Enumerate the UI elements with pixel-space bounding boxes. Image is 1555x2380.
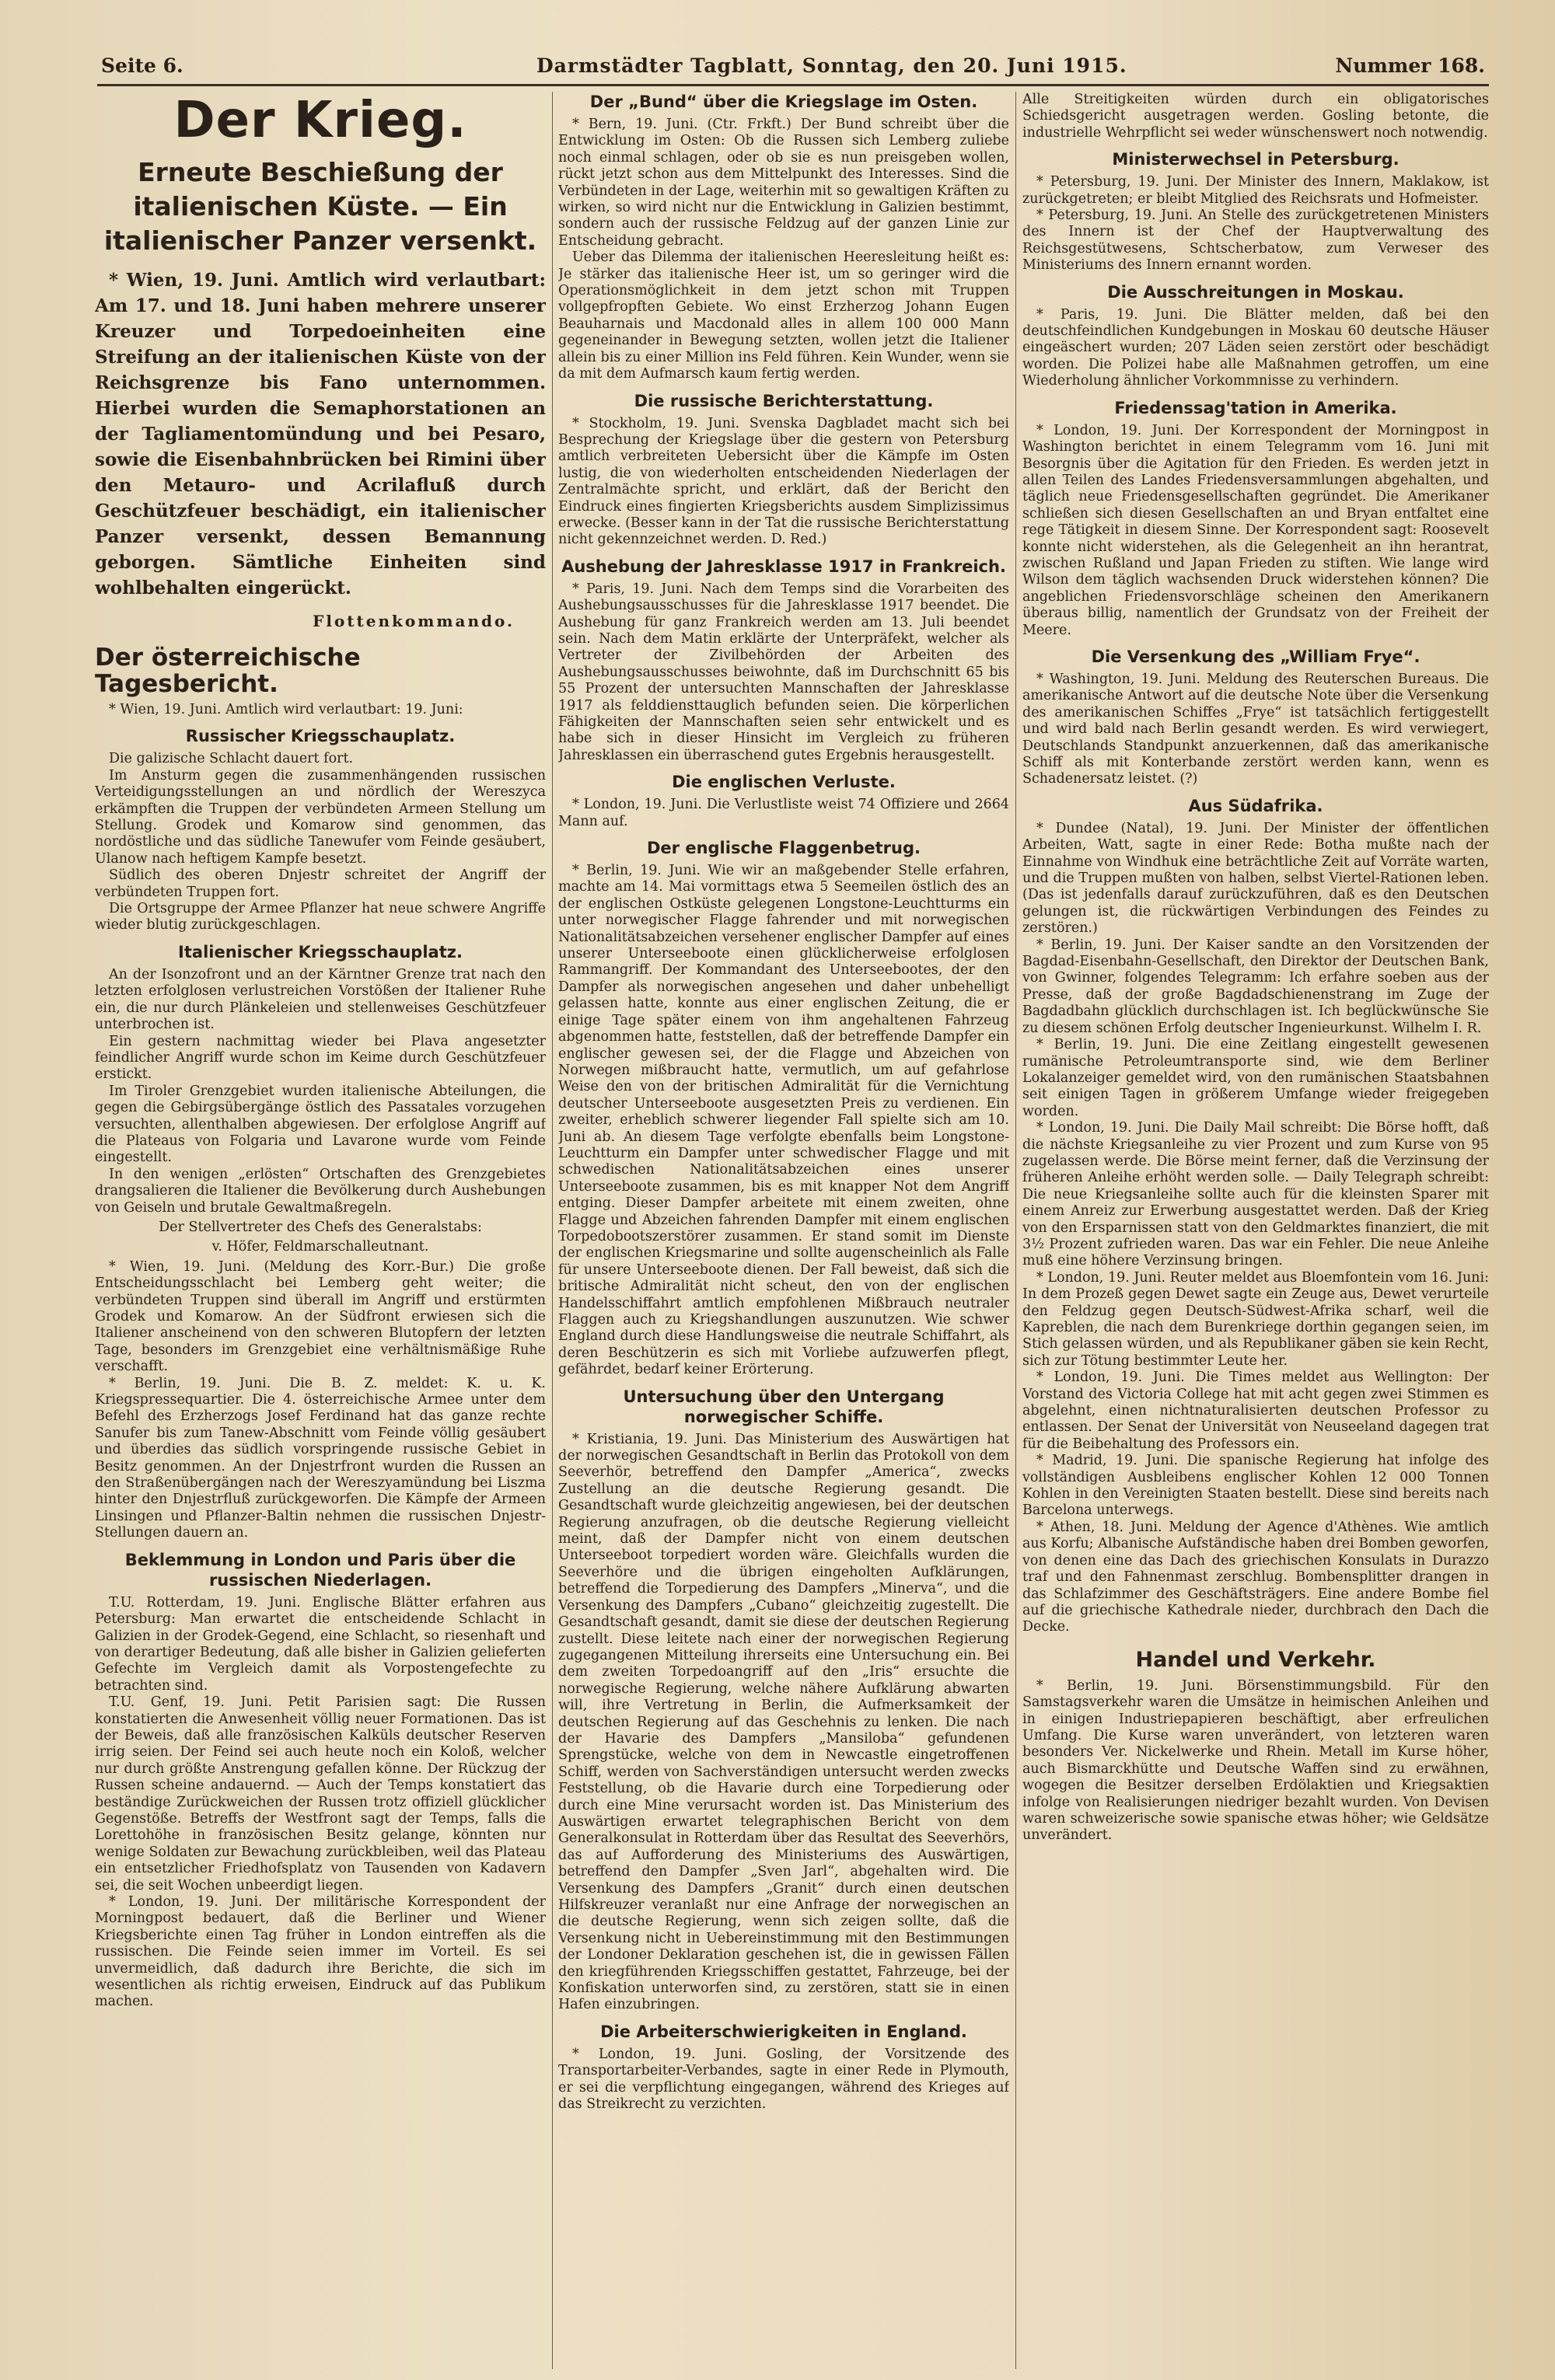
section-headline: Russischer Kriegsschauplatz. xyxy=(185,727,456,746)
section-headline: Der „Bund“ über die Kriegslage im Osten. xyxy=(589,92,978,111)
section-headline: Ministerwechsel in Petersburg. xyxy=(1112,150,1400,169)
article-paragraph: Ein gestern nachmittag wieder bei Plava angesetzter feindlicher Angriff wurde schon im Keime durch Geschützfeuer erstickt. xyxy=(95,1033,546,1083)
article-paragraph: * Petersburg, 19. Juni. Der Minister des Innern, Maklakow, ist zurückgetreten; er bleibt Mitglied des Reichsrats und Hofmeister. xyxy=(1022,174,1489,207)
section-headline: Aus Südafrika. xyxy=(1188,796,1323,815)
section-headline: Italienischer Kriegsschauplatz. xyxy=(178,942,463,961)
sub-headline: Erneute Beschießung der italienischen Küste. — Ein italienischer Panzer versenkt. xyxy=(103,157,537,256)
article-paragraph: * London, 19. Juni. Reuter meldet aus Bloemfontein vom 16. Juni: In dem Prozeß gegen Dewet sagte ein Zeuge aus, Dewet verurteile den Feldzug gegen Deutsch-Südwest-Afrika scharf, weil die Kapreblen, die nach dem Burenkriege dorthin gegangen seien, im Stich gelassen würden, und als Republikaner gäben sie kein Recht, sich zur Tötung bestimmter Leute her. xyxy=(1022,1269,1489,1369)
article-paragraph: * Washington, 19. Juni. Meldung des Reuterschen Bureaus. Die amerikanische Antwort auf die deutsche Note über die Versenkung des amerikanischen Schiffes „Frye“ ist tatsächlich fertiggestellt und wird bald nach Berlin gesandt werden. Es wird verwiegert, Deutschlands Standpunkt anzuerkennen, daß das amerikanische Schiff als mit Konterbande zerstört werden kann, wenn es Schadenersatz leistet. (?) xyxy=(1022,671,1489,787)
article-paragraph: T.U. Rotterdam, 19. Juni. Englische Blätter erfahren aus Petersburg: Man erwartet die entscheidende Schlacht in Galizien in der Grodek-Gegend, eine Schlacht, so riesenhaft und von derartiger Bedeutung, daß alle bisher in Galizien gelieferten Gefechte im Vergleich damit als Vorpostengefechte zu betrachten sind. xyxy=(95,1594,546,1694)
article-paragraph: * Kristiania, 19. Juni. Das Ministerium des Auswärtigen hat der norwegischen Gesandtschaft in Berlin das Protokoll von dem Seeverhör, betreffend den Dampfer „America“, zwecks Zustellung an die deutsche Regierung gesandt. Die Gesandtschaft wurde gleichzeitig angewiesen, bei der deutschen Regierung anzufragen, ob die deutsche Regierung vielleicht meint, daß der Dampfer nicht von einem deutschen Unterseeboot torpediert worden wäre. Gleichfalls wurden die Seeverhöre und die übrigen eingeholten Aufklärungen, betreffend die Torpedierung des Dampfers „Minerva“, und die Versenkung des Dampfers „Cubano“ gleichzeitig zugestellt. Die Gesandtschaft gesandt, damit sie diese der deutschen Regierung zustellt. Diese leitete nach einer der norwegischen Regierung zugegangenen Mitteilung ihrerseits eine Untersuchung ein. Bei dem zweiten Torpedoangriff auf den „Iris“ ersuchte die norwegische Regierung, welche nähere Aufklärung abwarten will, ihre Vertretung in Berlin, die Aufmerksamkeit der deutschen Regierung auf das Geschehnis zu lenken. Die nach der Havarie des Dampfers „Mansiloba“ gefundenen Sprengstücke, welche von dem in Newcastle eingetroffenen Schiff, werden von Sachverständigen untersucht werden zwecks Feststellung, ob die Havarie durch eine Torpedierung oder durch eine Mine verursacht worden ist. Das Ministerium des Auswärtigen erwartet telegraphischen Bericht von dem Generalkonsulat in Rotterdam über das Resultat des Seeverhörs, das auf Aufforderung des Ministeriums des Auswärtigen, betreffend den Dampfer „Sven Jarl“, abgehalten wird. Die Versenkung des Dampfers „Granit“ durch einen deutschen Hilfskreuzer veranlaßt nur eine Anfrage der norwegischen an die deutsche Regierung, wenn sich zeigen sollte, daß die Versenkung nicht in Uebereinstimmung mit den Bestimmungen der Londoner Deklaration geschehen ist, die in gewissen Fällen den kriegführenden Kriegsschiffen gestattet, Fahrzeuge, bei der Konfiskation unterworfen sind, zu zerstören, statt sie in einen Hafen einzubringen. xyxy=(558,1431,1009,2013)
lead-article: * Wien, 19. Juni. Amtlich wird verlautbart: Am 17. und 18. Juni haben mehrere unserer Kreuzer und Torpedoeinheiten eine Streifung an der italienischen Küste von der Reichsgrenze bis Fano unternommen. Hierbei wurden die Semaphorstationen an der Tagliamentomündung und bei Pesaro, sowie die Eisenbahnbrücken bei Rimini über den Metauro- und Acrilafluß durch Geschützfeuer beschädigt, ein italienischer Panzer versenkt, dessen Bemannung geborgen. Sämtliche Einheiten sind wohlbehalten eingerückt. xyxy=(95,270,546,598)
section-headline: Die Arbeiterschwierigkeiten in England. xyxy=(600,2022,967,2041)
signature-line: Der Stellvertreter des Chefs des Generalstabs: xyxy=(159,1219,482,1235)
column-1 xyxy=(95,92,546,2369)
article-paragraph: * Wien, 19. Juni. Amtlich wird verlautbart: 19. Juni: xyxy=(109,702,463,717)
article-paragraph: * Paris, 19. Juni. Die Blätter melden, daß bei den deutschfeindlichen Kundgebungen in Moskau 60 deutsche Häuser eingeäschert wurden; 207 Läden seien zerstört oder beschädigt worden. Die Polizei habe alle Maßnahmen getroffen, um eine Wiederholung ähnlicher Vorkommnisse zu verhindern. xyxy=(1022,306,1489,389)
section-headline: Der österreichische Tagesbericht. xyxy=(95,644,361,698)
page-header xyxy=(101,54,1485,85)
article-paragraph: Ueber das Dilemma der italienischen Heeresleitung heißt es: Je stärker das italienische Heer ist, um so geringer wird die Operationsmöglichkeit in dem jetzt schon mit Truppen vollgepfropften Gebiete. Wo einst Erzherzog Johann Eugen Beauharnais und Macdonald alles in allem 100 000 Mann gegeneinander in Bewegung setzten, wollen jetzt die Italiener allein bis zu einer Million ins Feld führen. Kein Wunder, wenn sie da mit dem Aufmarsch kaum fertig werden. xyxy=(558,250,1009,382)
issue-number: Nummer 168. xyxy=(1335,54,1485,77)
section-headline: Die russische Berichterstattung. xyxy=(634,391,934,410)
section-headline: Die englischen Verluste. xyxy=(672,773,896,792)
article-paragraph: * Paris, 19. Juni. Nach dem Temps sind die Vorarbeiten des Aushebungsausschusses für die Jahresklasse 1917 beendet. Die Aushebung für ganz Frankreich werden am 13. Juli beendet sein. Nach dem Matin erklärte der Unterpräfekt, welcher als Vertreter der Zivilbehörden der Arbeiten des Aushebungsausschusses beiwohnte, daß im Durchschnitt 65 bis 55 Prozent der untersuchten Mannschaften der Jahresklasse 1917 als felddiensttauglich befunden seien. Die körperlichen Fähigkeiten der Mannschaften seien sehr entwickelt und es habe sich in dieser Hinsicht im Vergleich zu früheren Jahresklassen ein überraschend gutes Ergebnis herausgestellt. xyxy=(558,581,1009,763)
article-paragraph: * London, 19. Juni. Die Verlustliste weist 74 Offiziere und 2664 Mann auf. xyxy=(558,797,1009,829)
section-headline: Untersuchung über den Untergang norwegischer Schiffe. xyxy=(623,1387,945,1426)
main-headline: Der Krieg. xyxy=(173,92,467,149)
article-paragraph: * London, 19. Juni. Die Daily Mail schreibt: Die Börse hofft, daß die nächste Kriegsanleihe zu vier Prozent und zum Kurse von 95 zugelassen werde. Die Börse meint ferner, daß die Verzinsung der früheren Anleihe erhöht werden solle. — Daily Telegraph schreibt: Die neue Kriegsanleihe sollte auch für die kleinsten Sparer mit einem Anreiz zur Erwerbung ausgestattet werden. Daß der Krieg von den Ersparnissen statt von den Geldmarktes finanziert, die mit 3½ Prozent zufrieden waren. Das war ein Fehler. Die neue Anleihe muß eine höhere Verzinsung bringen. xyxy=(1022,1120,1489,1269)
article-paragraph: * Wien, 19. Juni. (Meldung des Korr.-Bur.) Die große Entscheidungsschlacht bei Lemberg geht weiter; die verbündeten Truppen sind überall im Angriff und erstürmten Grodek und Komarow. An der Südfront erwiesen sich die Italiener anscheinend von den schweren Blutopfern der letzten Tage, besonders im Grenzgebiet eine verhältnismäßige Ruhe verschafft. xyxy=(95,1258,546,1375)
section-headline: Handel und Verkehr. xyxy=(1135,1647,1376,1672)
column-2 xyxy=(558,92,1009,2369)
column-divider xyxy=(552,92,553,2369)
section-headline: Der englische Flaggenbetrug. xyxy=(646,839,921,858)
article-paragraph: * Dundee (Natal), 19. Juni. Der Minister der öffentlichen Arbeiten, Watt, sagte in einer Rede: Botha mußte nach der Einnahme von Windhuk eine beträchtliche Zeit auf Vorräte warten, und die Truppen mußten von halben, selbst Viertel-Rationen leben. (Das ist jedenfalls darauf zurückzuführen, daß es den Deutschen gelungen ist, die rückwärtigen Verbindungen des Feindes zu zerstören.) xyxy=(1022,820,1489,937)
article-paragraph: * Berlin, 19. Juni. Der Kaiser sandte an den Vorsitzenden der Bagdad-Eisenbahn-Gesellschaft, den Direktor der Deutschen Bank, von Gwinner, folgendes Telegramm: Ich erfahre soeben aus der Presse, daß der große Bagdadschienenstrang im Zuge der Bagdadbahn glücklich durchschlagen ist. Ich beglückwünsche Sie zu diesem schönen Erfolg deutscher Ingenieurkunst. Wilhelm I. R. xyxy=(1022,937,1489,1036)
section-headline: Die Ausschreitungen in Moskau. xyxy=(1107,282,1404,302)
article-paragraph: * London, 19. Juni. Der militärische Korrespondent der Morningpost bedauert, daß die Berliner und Wiener Kriegsberichte einen Tag früher in London eintreffen als die russischen. Die Feinde seien immer im Vorteil. Es sei unvermeidlich, daß dadurch ihre Berichte, die sich im wesentlichen als richtig erweisen, Eindruck auf das Publikum machen. xyxy=(95,1894,546,2010)
article-paragraph: * Bern, 19. Juni. (Ctr. Frkft.) Der Bund schreibt über die Entwicklung im Osten: Ob die Russen sich Lemberg zuliebe noch einmal schlagen, oder ob sie es nun preisgeben wollen, rückt jetzt schon aus dem Mittelpunkt des Interesses. Sind die Verbündeten in der Lage, weiterhin mit so gewaltigen Kräften zu wirken, so wird nicht nur die Entwicklung in Galizien bestimmt, sondern auch der russische Feldzug auf der ganzen Linie zur Entscheidung gebracht. xyxy=(558,117,1009,249)
section-headline: Die Versenkung des „William Frye“. xyxy=(1091,647,1420,666)
article-paragraph: * Berlin, 19. Juni. Die B. Z. meldet: K. u. K. Kriegspressequartier. Die 4. österreichische Armee unter dem Befehl des Erzherzogs Josef Ferdinand hat das ganze rechte Sanufer bis zum Tanew-Abschnitt vom Feinde völlig gesäubert und überdies das südlich vorspringende russische Gebiet in Besitz genommen. An der Dnjestrfront wurden die Russen an den Straßenübergängen nach der Wereszyamündung bei Liszma hinter den Dnjestrfluß zurückgeworfen. Die Kämpfe der Armeen Linsingen und Pflanzer-Baltin nehmen die russischen Dnjestr-Stellungen dauern an. xyxy=(95,1375,546,1541)
article-paragraph: Südlich des oberen Dnjestr schreitet der Angriff der verbündeten Truppen fort. xyxy=(95,867,546,900)
article-paragraph: Die galizische Schlacht dauert fort. xyxy=(109,751,354,767)
article-paragraph: * Petersburg, 19. Juni. An Stelle des zurückgetretenen Ministers des Innern ist der Chef der Hauptverwaltung des Reichsgestütwesens, Schtscherbatow, zum Verweser des Ministeriums des Innern ernannt worden. xyxy=(1022,208,1489,274)
article-paragraph: * Athen, 18. Juni. Meldung der Agence d'Athènes. Wie amtlich aus Korfu; Albanische Aufständische haben drei Bomben geworfen, von denen eine das Dach des griechischen Konsulats in Durazzo traf und den Fahnenmast zerschlug. Bombensplitter drangen in das Schlafzimmer des Geschäftsträgers. Eine andere Bombe fiel auf die griechische Kathedrale nieder, durchbrach den Dach die Decke. xyxy=(1022,1519,1489,1635)
article-paragraph: * Stockholm, 19. Juni. Svenska Dagbladet macht sich bei Besprechung der Kriegslage über die gestern von Petersburg amtlich verbreiteten Uebersicht über die Kämpfe im Osten lustig, die von wiederholten entscheidenden Niederlagen der Zentralmächte spricht, und erklärt, daß der Bericht den Eindruck eines fingierten Kriegsberichts ausdem Simplizissimus erwecke. (Besser kann in der Tat die russische Berichterstattung nicht gekennzeichnet werden. D. Red.) xyxy=(558,415,1009,548)
article-paragraph: Alle Streitigkeiten würden durch ein obligatorisches Schiedsgericht ausgetragen werden. Gosling betonte, die industrielle Wehrpflicht sei weder wünschenswert noch notwendig. xyxy=(1022,92,1489,141)
article-paragraph: Im Ansturm gegen die zusammenhängenden russischen Verteidigungsstellungen an und nördlich der Wereszyca erkämpften die Truppen der verbündeten Armeen Stellung um Stellung. Grodek und Komarow sind genommen, das nordöstliche und das südliche Tanewufer vom Feinde gesäubert, Ulanow nach heftigem Kampfe besetzt. xyxy=(95,767,546,867)
article-paragraph: * London, 19. Juni. Der Korrespondent der Morningpost in Washington berichtet in einem Telegramm vom 16. Juni mit Besorgnis über die Agitation für den Frieden. Es werden jetzt in allen Teilen des Landes Friedensversammlungen abgehalten, und täglich neue Friedensgesellschaften gegründet. Die Amerikaner schließen sich diesen Gesellschaften an und Bryan entfaltet eine rege Tätigkeit in diesem Sinne. Der Korrespondent sagt: Roosevelt konnte nicht widerstehen, als die Gelegenheit an ihn herantrat, zwischen Rußland und Japan Frieden zu stiften. Wie lange wird Wilson dem täglich wachsenden Druck widerstehen können? Die angeblichen Friedensvorschläge scheinen den Amerikanern überaus billig, namentlich der Grundsatz von der Freiheit der Meere. xyxy=(1022,422,1489,638)
header-rule xyxy=(97,84,1489,86)
article-paragraph: In den wenigen „erlösten“ Ortschaften des Grenzgebietes drangsalieren die Italiener die Bevölkerung durch Aushebungen von Geiseln und brutale Gewaltmaßregeln. xyxy=(95,1166,546,1216)
article-paragraph: * London, 19. Juni. Gosling, der Vorsitzende des Transportarbeiter-Verbandes, sagte in einer Rede in Plymouth, er sei die verpflichtung eingegangen, während des Krieges auf das Streikrecht zu verzichten. xyxy=(558,2046,1009,2113)
article-signature: Flottenkommando. xyxy=(313,612,515,630)
article-paragraph: * Madrid, 19. Juni. Die spanische Regierung hat infolge des vollständigen Ausbleibens englischer Kohlen 12 000 Tonnen Kohlen in den Vereinigten Staaten bestellt. Diese sind bereits nach Barcelona unterwegs. xyxy=(1022,1453,1489,1519)
article-paragraph: * Berlin, 19. Juni. Wie wir an maßgebender Stelle erfahren, machte am 14. Mai vormittags etwa 5 Seemeilen östlich des an der englischen Ostküste gelegenen Longstone-Leuchtturms ein unter norwegischer Flagge fahrender und mit norwegischen Nationalitätsabzeichen versehener englischer Dampfer auf eines unserer Unterseeboote einen glücklicherweise erfolglosen Rammangriff. Der Kommandant des Unterseebootes, der den Dampfer als norwegischen angesehen und daher unbehelligt gelassen hatte, konnte aus einer englischen Zeitung, die er einige Tage später einem von ihm angehaltenen Fahrzeug abgenommen hatte, feststellen, daß der betreffende Dampfer ein englischer gewesen sei, der die Flagge und Abzeichen von Norwegen mißbraucht hatte, vermutlich, um auf gefahrlose Weise den von der britischen Admiralität für die Vernichtung deutscher Unterseeboote ausgesetzten Preis zu verdienen. Ein zweiter, erheblich schwerer liegender Fall spielte sich am 10. Juni ab. An diesem Tage verfolgte ebenfalls beim Longstone-Leuchtturm ein Dampfer unter schwedischer Flagge und mit schwedischen Nationalitätsabzeichen eines unserer Unterseeboote zusammen, bis es mit knapper Not dem Angriff entging. Dieser Dampfer arbeitete mit einem zweiten, ohne Flagge und Abzeichen fahrenden Dampfer mit einem englischen Torpedobootszerstörer zusammen. Er stand somit im Dienste der englischen Kriegsmarine und sollte augenscheinlich als Falle für unsere Unterseeboote dienen. Der Fall beweist, daß sich die britische Admiralität nicht scheut, den von der englischen Handelsschiffahrt amtlich empfohlenen Mißbrauch neutraler Flaggen auch zu Kriegshandlungen auszunutzen. Wie schwer England durch diese Handlungsweise die neutrale Schiffahrt, als deren Beschützerin es sich mit Vorliebe aufzuwerfen pflegt, gefährdet, bedarf keiner Erörterung. xyxy=(558,863,1009,1378)
page-number: Seite 6. xyxy=(101,54,183,77)
article-paragraph: * Berlin, 19. Juni. Die eine Zeitlang eingestellt gewesenen rumänische Petroleumtransporte sind, wie dem Berliner Lokalanzeiger gemeldet wird, von den rumänischen Staatsbahnen seit einigen Tagen in größerem Umfange wieder freigegeben worden. xyxy=(1022,1037,1489,1119)
article-paragraph: * Berlin, 19. Juni. Börsenstimmungsbild. Für den Samstagsverkehr waren die Umsätze in heimischen Anleihen und in einigen Industriepapieren beschäftigt, aber erfreulichen Umfang. Die Kurse waren unverändert, von letzteren waren besonders Ver. Nickelwerke und Rhein. Metall im Kurse höher, auch Bismarckhütte und Deutsche Waffen sind zu erwähnen, wogegen die Besitzer derselben Erdölaktien und Kriegsaktien infolge von Realisierungen niedriger bezahlt wurden. Von Devisen waren schweizerische sowie spanische etwas höher; wie Geldsätze unverändert. xyxy=(1022,1677,1489,1844)
column-divider xyxy=(1015,92,1016,2369)
section-headline: Friedenssag'tation in Amerika. xyxy=(1114,398,1397,417)
section-headline: Aushebung der Jahresklasse 1917 in Frankreich. xyxy=(561,557,1006,576)
article-paragraph: * London, 19. Juni. Die Times meldet aus Wellington: Der Vorstand des Victoria College hat mit acht gegen zwei Stimmen es abgelehnt, einen nichtnaturalisierten deutschen Professor zu entlassen. Der Senat der Universität von Neuseeland dagegen trat für die Beibehaltung des Professors ein. xyxy=(1022,1370,1489,1452)
signature-line: v. Höfer, Feldmarschalleutnant. xyxy=(211,1239,429,1255)
article-paragraph: Die Ortsgruppe der Armee Pflanzer hat neue schwere Angriffe wieder blutig zurückgeschlagen. xyxy=(95,901,546,934)
article-paragraph: An der Isonzofront und an der Kärntner Grenze trat nach den letzten erfolglosen verlustreichen Vorstößen der Italiener Ruhe ein, die nur durch Plänkeleien und stellenweises Geschützfeuer unterbrochen ist. xyxy=(95,966,546,1033)
section-headline: Beklemmung in London und Paris über die russischen Niederlagen. xyxy=(124,1550,516,1590)
newspaper-dateline: Darmstädter Tagblatt, Sonntag, den 20. Juni 1915. xyxy=(536,54,1127,77)
article-paragraph: Im Tiroler Grenzgebiet wurden italienische Abteilungen, die gegen die Gebirgsübergänge östlich des Passatales vorzugehen versuchten, allenthalben abgewiesen. Der erfolglose Angriff auf die Plateaus von Folgaria und Lavarone wurde vom Feinde eingestellt. xyxy=(95,1083,546,1166)
column-3 xyxy=(1022,92,1489,2369)
article-paragraph: T.U. Genf, 19. Juni. Petit Parisien sagt: Die Russen konstatierten die Anwesenheit völlig neuer Formationen. Das ist der Beweis, daß alle französischen Kalküls deutscher Reserven irrig seien. Der Feind sei auch heute noch ein Koloß, welcher nur durch größte Anstrengung gefallen könne. Der Rückzug der Russen scheine andauernd. — Auch der Temps konstatiert das beständige Zurückweichen der Russen trotz offiziell glücklicher Gegenstöße. Betreffs der Westfront sagt der Temps, falls die Lorettohöhe in französischen Besitz gelange, könnten nur wenige Soldaten zur Bewachung zurückbleiben, weil das Plateau ein entsetzlicher Friedhofsplatz von Tausenden von Kadavern sei, die seit Wochen unbeerdigt liegen. xyxy=(95,1694,546,1893)
